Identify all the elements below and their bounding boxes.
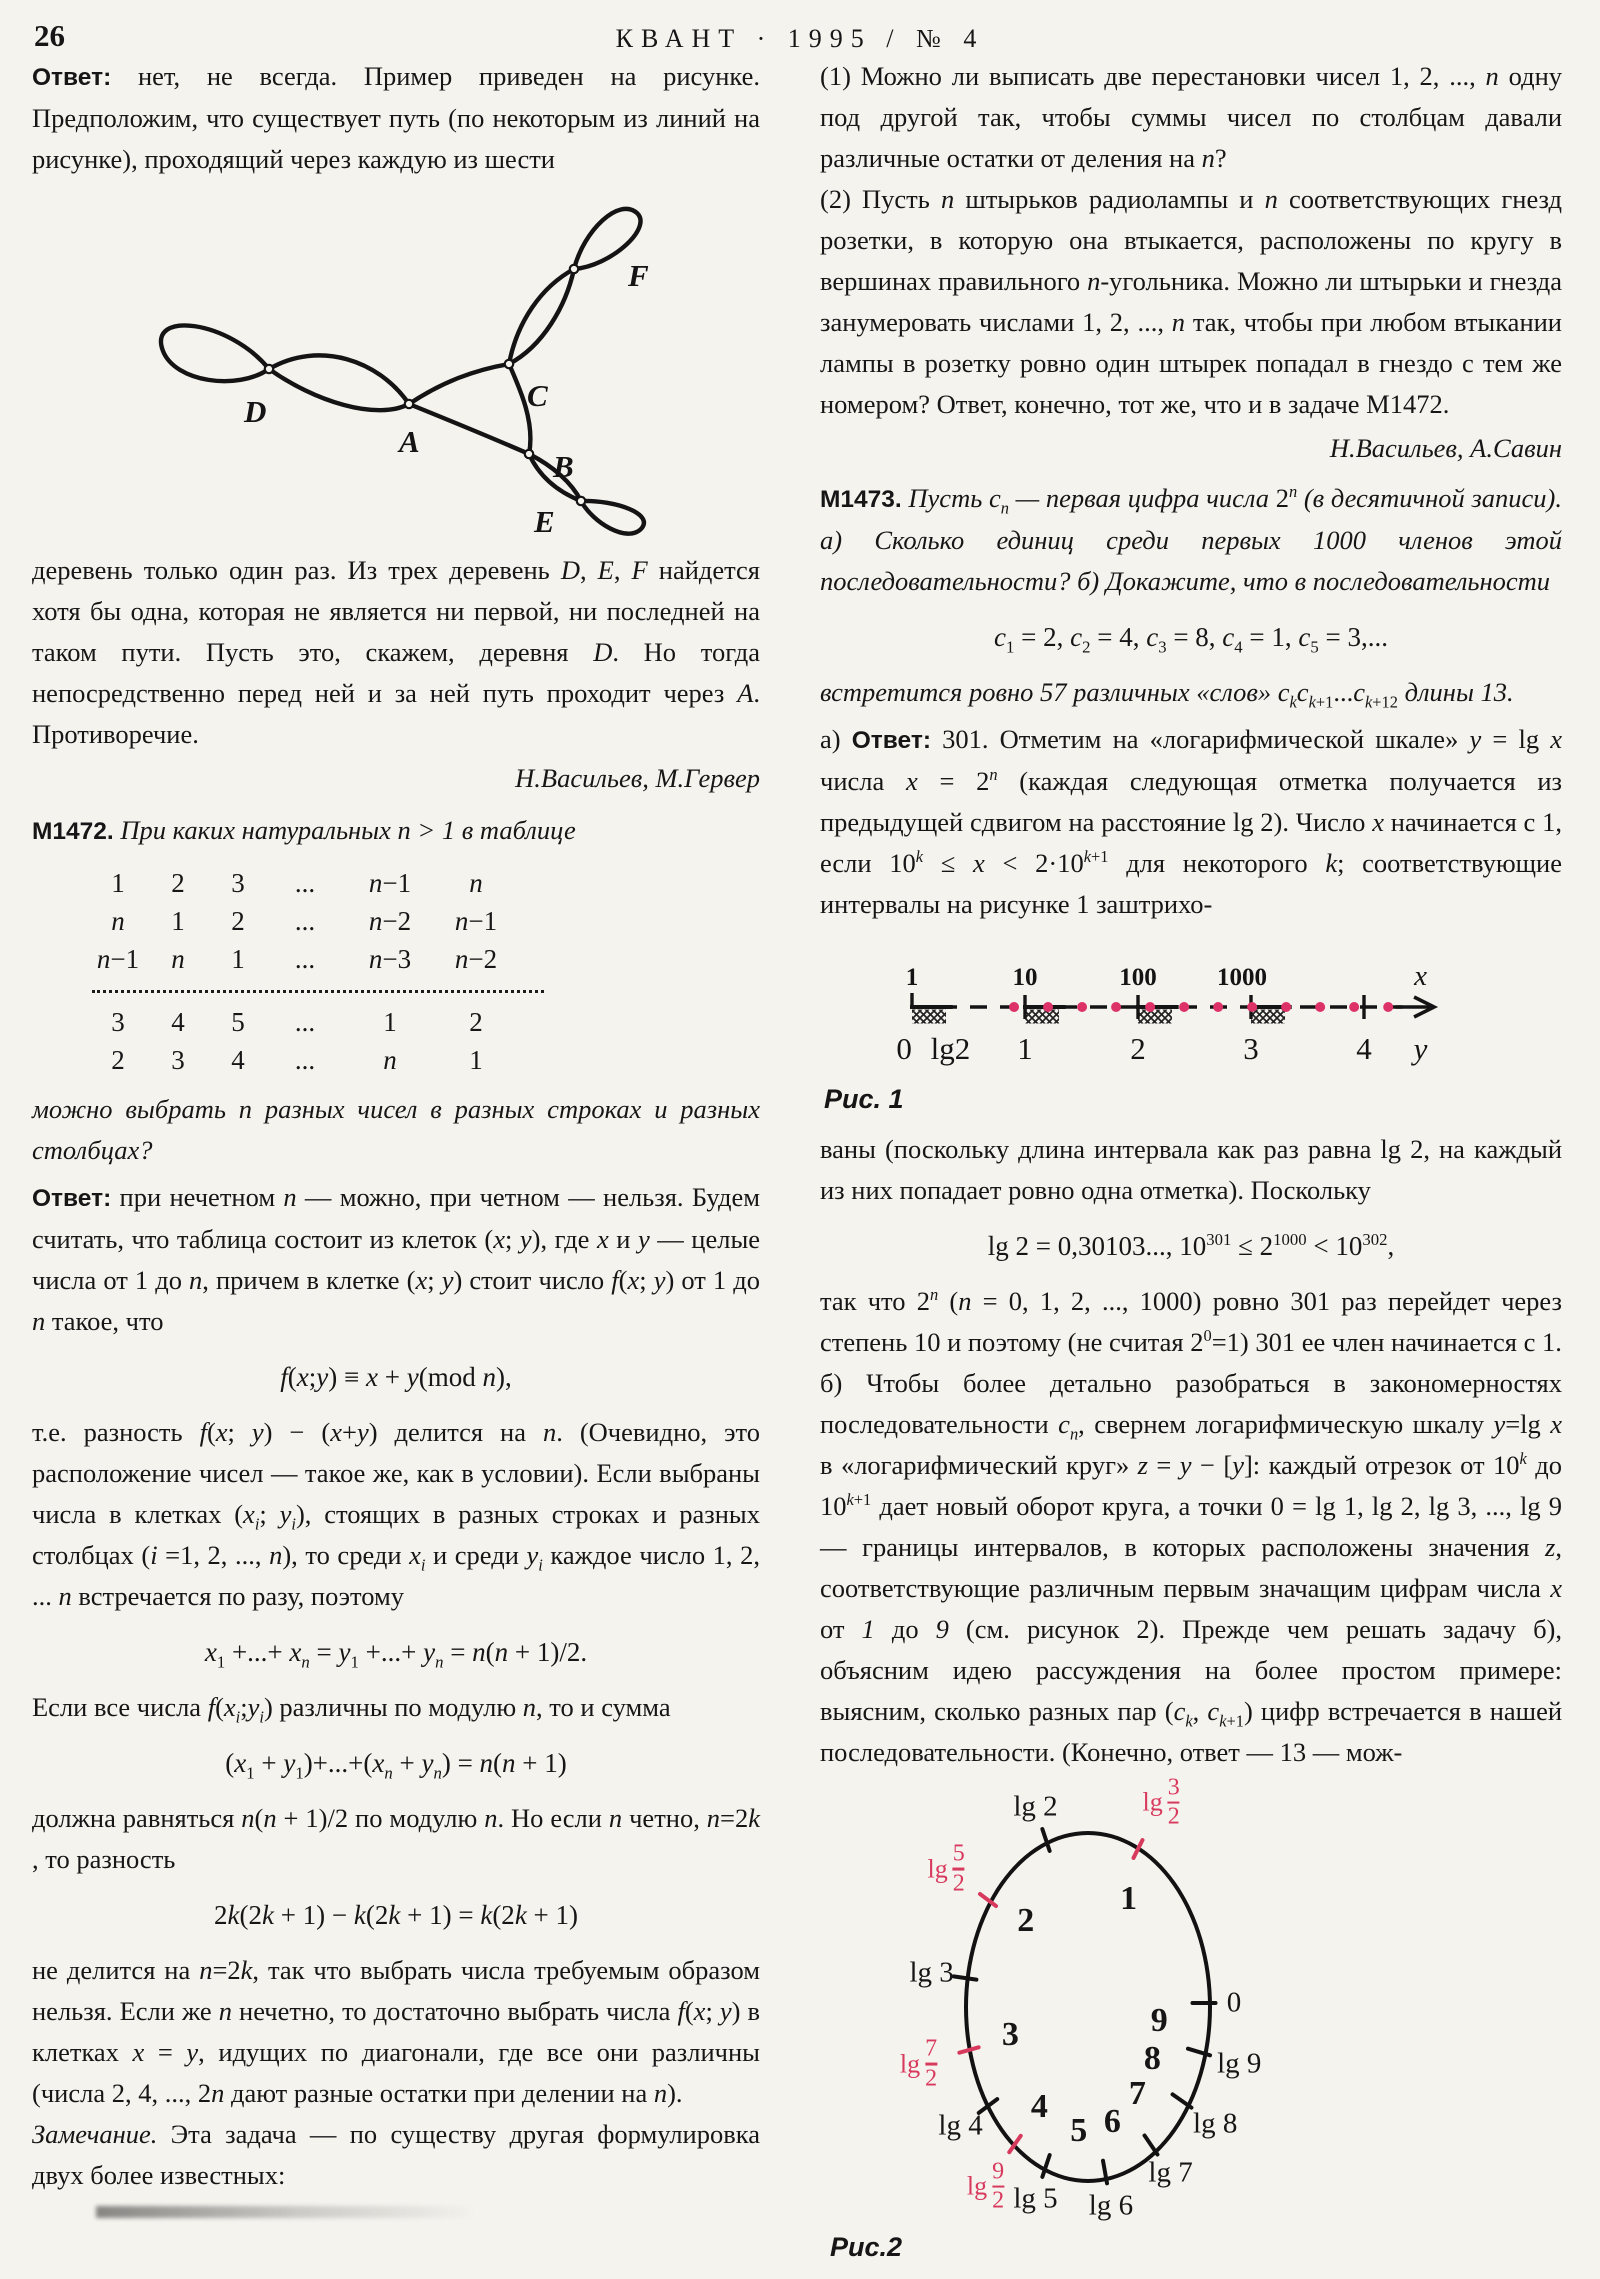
table-cell: 3 bbox=[111, 1007, 125, 1037]
paragraph-remark: Замечание. Эта задача — по существу другая формулировка двух более известных: bbox=[32, 2119, 760, 2190]
table-cell: 3 bbox=[171, 1045, 185, 1075]
paragraph-proof: деревень только один раз. Из трех деревень D, E, F найдется хотя бы одна, которая не является ни первой, ни последней на таком пути. Пусть это, скажем, деревня D. Но тогда непосредственно перед ней и за ней путь проходит через A. Противоречие. bbox=[32, 555, 760, 749]
table-cell: 3 bbox=[231, 868, 245, 898]
edge-lens-CF-upper bbox=[509, 269, 574, 364]
digit-label: 8 bbox=[1143, 2039, 1161, 2077]
table-cell: n−1 bbox=[454, 906, 498, 936]
digit-label: 3 bbox=[1001, 2015, 1019, 2053]
table-cell: 2 bbox=[231, 906, 245, 936]
paragraph-if-distinct: Если все числа $f(x_i;y_i)$ различны по модулю n, то и сумма bbox=[32, 1692, 671, 1727]
power-of-two-mark bbox=[1315, 1002, 1325, 1012]
vertex-A bbox=[405, 400, 413, 408]
table-dotted-separator bbox=[92, 990, 544, 993]
log-tick-label: lg 9 bbox=[1217, 2047, 1262, 2080]
half-log-tick-label: lg 7 2 bbox=[899, 2035, 938, 2092]
table-cell: n−3 bbox=[368, 944, 412, 974]
scan-artifact bbox=[96, 2206, 476, 2218]
axis-bottom-label: 2 bbox=[1130, 1031, 1146, 1066]
table-cell: 1 bbox=[469, 1045, 483, 1075]
paragraph-part-b: б) Чтобы более детально разобраться в закономерностях последовательности $c_n$, свернем логарифмическую шкалу y=lg x в «логарифмический круг» z = y − [y]: каждый отрезок от 10$^k$ до $10^{k+1}$ дает новый оборот круга, а точки 0 = lg 1, lg 2, lg 3, ..., lg 9 — границы интервалов, в которых расположены значения z, соответствующие различным первым значащим цифрам числа x от 1 до 9 (см. рисунок 2). Прежде чем решать задачу б), объясним идею рассуждения на более простом примере: выясним, сколько разных пар ($c_k$, $c_{k+1}$) цифр встречается в нашей последовательности. (Конечно, ответ — 13 — мож- bbox=[820, 1368, 1563, 1767]
vertex-D bbox=[265, 365, 273, 373]
vertex-E-crossing bbox=[577, 497, 585, 505]
log-tick-label: lg 7 bbox=[1148, 2156, 1193, 2189]
formula-lg2: lg 2 = 0,30103..., $10^{301} \le 2^{1000} < 10^{302}$, bbox=[987, 1230, 1395, 1261]
edge-lens-DA-lower bbox=[269, 369, 409, 410]
digit-label: 2 bbox=[1017, 1901, 1035, 1939]
figure-tree-graph bbox=[38, 194, 760, 542]
power-of-two-mark bbox=[1111, 1002, 1121, 1012]
vertex-label-F: F bbox=[628, 258, 649, 293]
table-cell: n−2 bbox=[368, 906, 412, 936]
vertex-F-crossing bbox=[570, 265, 578, 273]
table-cell: ... bbox=[294, 868, 316, 898]
edge-loop-E bbox=[581, 501, 644, 534]
digit-label: 4 bbox=[1030, 2087, 1048, 2125]
attribution: Н.Васильев, М.Гервер bbox=[515, 763, 760, 793]
power-of-two-mark bbox=[1077, 1002, 1087, 1012]
table-row bbox=[88, 864, 558, 902]
m1472-table bbox=[88, 864, 558, 1079]
hatched-interval bbox=[1138, 1010, 1172, 1024]
figure-1-caption: Рис. 1 bbox=[824, 1084, 904, 1114]
table-cell: ... bbox=[294, 1045, 316, 1075]
axis-bottom-label: 1 bbox=[1017, 1031, 1033, 1066]
axis-bottom-label: 0 bbox=[896, 1031, 912, 1066]
paragraph-explanation: т.е. разность f(x; y) − (x+y) делится на n. (Очевидно, это расположение чисел — такое же, как в условии). Если выбраны числа в клетках ($x_i$; $y_i$), стоящих в разных строках и разных столбцах (i =1, 2, ..., n), то среди $x_i$ и среди $y_i$ каждое число 1, 2, ... n встречается по разу, поэтому bbox=[32, 1417, 760, 1611]
table-cell: 4 bbox=[231, 1045, 245, 1075]
paragraph-answer-a: а) Ответ: 301. Отметим на «логарифмической шкале» y = lg x числа $x = 2^n$ (каждая следующая отметка получается из предыдущей сдвигом на расстояние lg 2). Число x начинается с 1, если $10^k \le x < 2\cdot 10^{k+1}$ для некоторого k; соответствующие интервалы на рисунке 1 заштрихо- bbox=[820, 724, 1562, 919]
digit-label: 7 bbox=[1128, 2075, 1146, 2113]
table-cell: 4 bbox=[171, 1007, 185, 1037]
table-cell: ... bbox=[294, 1007, 316, 1037]
table-cell: n bbox=[383, 1045, 397, 1075]
vertex-label-C: C bbox=[527, 378, 548, 413]
table-cell: ... bbox=[294, 906, 316, 936]
axis-bottom-label: 4 bbox=[1356, 1031, 1372, 1066]
tree-graph-svg bbox=[69, 194, 729, 542]
digit-label: 1 bbox=[1120, 1880, 1138, 1918]
table-cell: 1 bbox=[383, 1007, 397, 1037]
hatched-interval bbox=[1251, 1010, 1285, 1024]
axis-bottom-label: 3 bbox=[1243, 1031, 1259, 1066]
digit-label: 5 bbox=[1070, 2111, 1088, 2149]
vertex-label-A: A bbox=[399, 424, 420, 459]
log-circle bbox=[964, 1831, 1212, 2183]
table-cell: n bbox=[171, 944, 185, 974]
table-row bbox=[88, 1041, 558, 1079]
paragraph-statement-cont: можно выбрать n разных чисел в разных строках и разных столбцах? bbox=[32, 1094, 760, 1165]
formula-c-sequence: $c_1 = 2$, $c_2 = 4$, $c_3 = 8$, $c_4 = 1$, $c_5 = 3$,... bbox=[994, 622, 1388, 657]
table-cell: 2 bbox=[469, 1007, 483, 1037]
power-of-two-mark bbox=[1009, 1002, 1019, 1012]
journal-header: КВАНТ · 1995 / № 4 bbox=[615, 24, 985, 53]
power-of-two-mark bbox=[1043, 1002, 1053, 1012]
table-cell: n−1 bbox=[96, 944, 140, 974]
table-cell: ... bbox=[294, 944, 316, 974]
hatched-interval bbox=[1025, 1010, 1059, 1024]
page-number: 26 bbox=[34, 18, 65, 53]
hatched-interval bbox=[912, 1010, 946, 1024]
table-cell: n−1 bbox=[368, 868, 412, 898]
digit-label: 6 bbox=[1103, 2102, 1121, 2140]
log-tick-label: lg 4 bbox=[938, 2109, 983, 2142]
vertex-C bbox=[505, 360, 513, 368]
axis-top-label: 1000 bbox=[1216, 964, 1267, 991]
log-tick-label: lg 6 bbox=[1088, 2189, 1134, 2222]
half-log-tick-label: lg 9 2 bbox=[966, 2158, 1005, 2214]
digit-label: 9 bbox=[1150, 2002, 1168, 2040]
attribution: Н.Васильев, А.Савин bbox=[1329, 433, 1562, 463]
axis-top-label: 1 bbox=[905, 964, 919, 991]
log-scale-axis-svg bbox=[850, 941, 1540, 1077]
paragraph-301: так что 2$^n$ (n = 0, 1, 2, ..., 1000) ровно 301 раз перейдет через степень 10 и поэтому (не считая $2^0=1$) 301 ее член начинается с 1. bbox=[820, 1285, 1562, 1357]
table-cell: 1 bbox=[231, 944, 245, 974]
power-of-two-mark bbox=[1213, 1002, 1223, 1012]
paragraph-hatched-cont: ваны (поскольку длина интервала как раз равна lg 2, на каждый из них попадает ровно одна отметка). Поскольку bbox=[820, 1134, 1562, 1205]
axis-bottom-label: lg2 bbox=[930, 1031, 971, 1066]
left-column bbox=[32, 56, 760, 2196]
figure-1-log-scale bbox=[850, 941, 1562, 1082]
edge-AB bbox=[409, 404, 529, 454]
paragraph-answer-m1472: Ответ: при нечетном n — можно, при четном — нельзя. Будем считать, что таблица состоит из клеток (x; y), где x и y — целые числа от 1 до n, причем в клетке (x; y) стоит число f(x; y) от 1 до n такое, что bbox=[32, 1182, 761, 1336]
paragraph-answer-m1471: Ответ: нет, не всегда. Пример приведен на рисунке. Предположим, что существует путь (по некоторым из линий на рисунке), проходящий через каждую из шести bbox=[32, 61, 760, 174]
power-of-two-mark bbox=[1145, 1002, 1155, 1012]
table-cell: 1 bbox=[171, 906, 185, 936]
table-row bbox=[88, 1003, 558, 1041]
axis-bottom-label: y bbox=[1413, 1031, 1428, 1066]
log-tick-label: lg 8 bbox=[1193, 2107, 1238, 2140]
log-tick-label: lg 2 bbox=[1013, 1790, 1058, 1823]
problem-heading-m1472: М1472. При каких натуральных n > 1 в таблице bbox=[32, 815, 576, 845]
log-tick bbox=[1191, 2001, 1218, 2005]
axis-top-label: 10 bbox=[1012, 964, 1038, 991]
paragraph-odd-case: не делится на n=2k, так что выбрать числа требуемым образом нельзя. Если же n нечетно, то достаточно выбрать числа f(x; y) в клетках x = y, идущих по диагонали, где все они различны (числа 2, 4, ..., 2n дают разные остатки при делении на n). bbox=[32, 1955, 760, 2108]
log-tick-label: lg 3 bbox=[909, 1956, 954, 1989]
axis-top-label: x bbox=[1414, 960, 1427, 992]
table-cell: 1 bbox=[111, 868, 125, 898]
paragraph-statement-cont: встретится ровно 57 различных «слов» $c_kc_{k+1}...c_{k+12}$ длины 13. bbox=[820, 677, 1514, 712]
table-row bbox=[88, 902, 558, 940]
edge-lens-DA-upper bbox=[269, 355, 409, 404]
formula-sum-xy: $x_1$ +...+ $x_n = y_1$ +...+ $y_n = n(n + 1)/2$. bbox=[204, 1637, 588, 1672]
edge-loop-left bbox=[161, 325, 269, 381]
table-cell: 2 bbox=[171, 868, 185, 898]
power-of-two-mark bbox=[1383, 1002, 1393, 1012]
paragraph-problem-2: (2) Пусть n штырьков радиолампы и n соответствующих гнезд розетки, в которую она втыкается, расположены по кругу в вершинах правильного n-угольника. Можно ли штырьки и гнезда занумеровать числами 1, 2, ..., n так, чтобы при любом втыкании лампы в розетку ровно один штырек попадал в гнездо с тем же номером? Ответ, конечно, тот же, что и в задаче М1472. bbox=[820, 184, 1563, 419]
table-cell: 5 bbox=[231, 1007, 245, 1037]
power-of-two-mark bbox=[1349, 1002, 1359, 1012]
log-tick-label: 0 bbox=[1226, 1986, 1242, 2019]
formula-2k: 2k(2k + 1) − k(2k + 1) = k(2k + 1) bbox=[213, 1900, 579, 1930]
log-tick-label: lg 5 bbox=[1013, 2182, 1058, 2214]
problem-heading-m1473: М1473. Пусть $c_n$ — первая цифра числа 2$^n$ (в десятичной записи). а) Сколько единиц среди первых 1000 членов этой последовательности? б) Докажите, что в последовательности bbox=[820, 482, 1562, 596]
table-cell: n−2 bbox=[454, 944, 498, 974]
formula-fxy-mod: f(x;y) ≡ x + y(mod n), bbox=[280, 1362, 512, 1392]
power-of-two-mark bbox=[1247, 1002, 1257, 1012]
half-log-tick-label: lg 5 2 bbox=[927, 1840, 965, 1897]
vertex-B bbox=[525, 450, 533, 458]
paragraph-problem-1: (1) Можно ли выписать две перестановки чисел 1, 2, ..., n одну под другой так, чтобы суммы чисел по столбцам давали различные остатки от деления на n? bbox=[820, 61, 1562, 173]
table-cell: n bbox=[469, 868, 483, 898]
edge-AC bbox=[409, 364, 509, 404]
figure-2-caption: Рис.2 bbox=[830, 2232, 903, 2262]
half-log-tick-label: lg 3 2 bbox=[1142, 1774, 1180, 1831]
vertex-label-E: E bbox=[534, 504, 555, 539]
log-circle-canvas bbox=[844, 1774, 1544, 2255]
table-cell: 2 bbox=[111, 1045, 125, 1075]
edge-lens-CF-lower bbox=[509, 269, 574, 364]
vertex-label-D: D bbox=[244, 394, 267, 429]
formula-sum-pairs: $(x_1 + y_1)+...+(x_n + y_n) = n(n + 1)$ bbox=[225, 1748, 567, 1783]
axis-top-label: 100 bbox=[1119, 964, 1157, 991]
power-of-two-mark bbox=[1281, 1002, 1291, 1012]
power-of-two-mark bbox=[1179, 1002, 1189, 1012]
table-row bbox=[88, 940, 558, 978]
table-cell: n bbox=[111, 906, 125, 936]
figure-2-log-circle bbox=[820, 1774, 1562, 2279]
vertex-label-B: B bbox=[553, 449, 574, 484]
paragraph-must-equal: должна равняться n(n + 1)/2 по модулю n. Но если n четно, n=2k , то разность bbox=[32, 1803, 760, 1874]
right-column bbox=[820, 56, 1562, 2279]
